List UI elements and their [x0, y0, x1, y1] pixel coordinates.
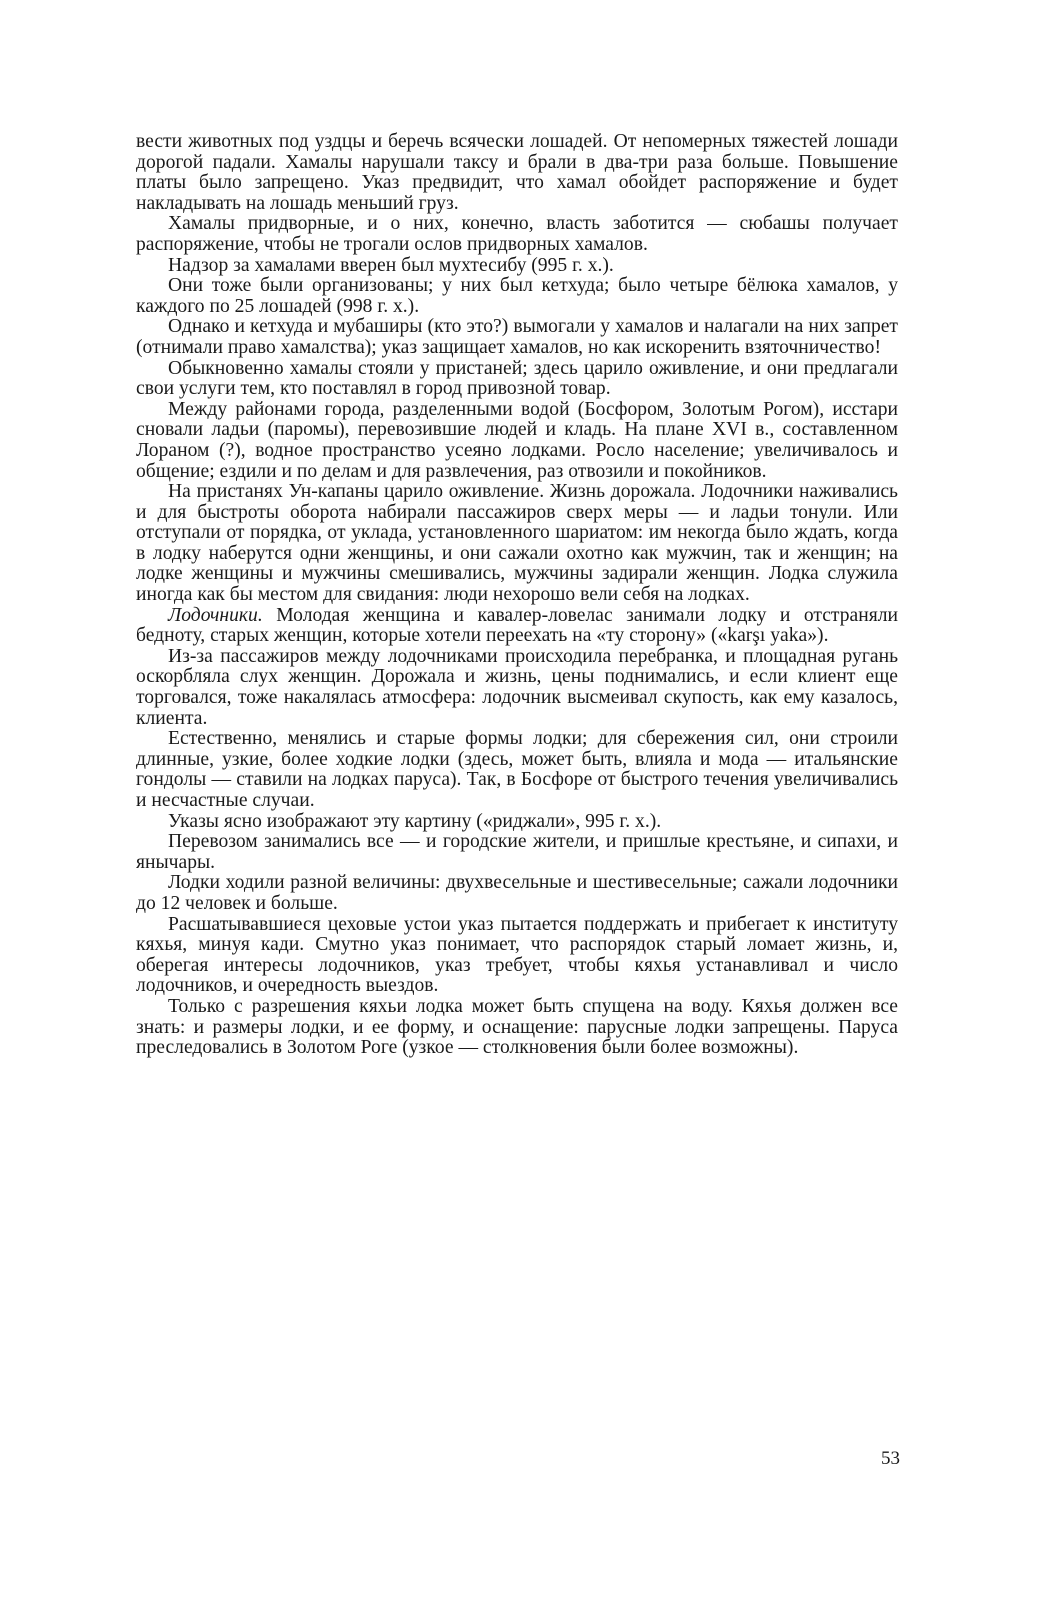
paragraph-7: Между районами города, разделенными водой (Босфором, Золотым Рогом), исстари сновали ладьи (паромы), перевозившие людей и кладь. На плане XVI в., составленном Лораном (?), водное пространство усеяно лодками. Росло население; увеличивалось и общение; ездили и по делам и для развлечения, раз отвозили и покойников. — [136, 398, 898, 482]
paragraph-8: На пристанях Ун-капаны царило оживление. Жизнь дорожала. Лодочники наживались и для быстроты оборота набирали пассажиров сверх меры — и ладьи тонули. Или отступали от порядка, от уклада, установленного шариатом: им некогда было ждать, когда в лодку наберутся одни женщины, и они сажали охотно как мужчин, так и женщин; на лодке женщины и мужчины смешивались, мужчины задирали женщин. Лодка служила иногда как бы местом для свидания: люди нехорошо вели себя на лодках. — [136, 481, 898, 606]
paragraph-15: Расшатывавшиеся цеховые устои указ пытается поддержать и прибегает к институту кяхья, минуя кади. Смутно указ понимает, что распорядок старый ломает жизнь, и, оберегая интересы лодочников, указ требует, чтобы кяхья устанавливал и число лодочников, и очередность выездов. — [136, 913, 898, 997]
paragraph-13: Перевозом занимались все — и городские жители, и пришлые крестьяне, и сипахи, и янычары. — [136, 831, 898, 873]
paragraph-9 — [136, 606, 898, 647]
paragraph-9-text: Молодая женщина и кавалер-ловелас занимали лодку и отстраняли бедноту, старых женщин, которые хотели переехать на «ту сторону» («karşı yaka»). — [136, 604, 898, 647]
paragraph-12: Указы ясно изображают эту картину («риджали», 995 г. х.). — [168, 810, 662, 832]
paragraph-5: Однако и кетхуда и мубаширы (кто это?) вымогали у хамалов и налагали на них запрет (отнимали право хамалства); указ защищает хамалов, но как искоренить взяточничество! — [136, 316, 898, 358]
page-body — [136, 132, 898, 1059]
paragraph-2: Хамалы придворные, и о них, конечно, власть заботится — сюбашы получает распоряжение, чтобы не трогали ослов придворных хамалов. — [136, 213, 898, 255]
paragraph-14: Лодки ходили разной величины: двухвесельные и шестивесельные; сажали лодочники до 12 человек и больше. — [136, 872, 898, 914]
paragraph-1: вести животных под уздцы и беречь всячески лошадей. От непомерных тяжестей лошади дорогой падали. Хамалы нарушали таксу и брали в два-три раза больше. Повышение платы было запрещено. Указ предвидит, что хамал обойдет распоряжение и будет накладывать на лошадь меньший груз. — [136, 131, 898, 214]
paragraph-10: Из-за пассажиров между лодочниками происходила перебранка, и площадная ругань оскорбляла слух женщин. Дорожала и жизнь, цены поднимались, и если клиент еще торговался, тоже накалялась атмосфера: лодочник высмеивал скупость, как ему казалось, клиента. — [136, 645, 898, 729]
page-number: 53 — [881, 1448, 900, 1469]
paragraph-4: Они тоже были организованы; у них был кетхуда; было четыре бёлюка хамалов, у каждого по 25 лошадей (998 г. х.). — [136, 275, 898, 317]
paragraph-16: Только с разрешения кяхьи лодка может быть спущена на воду. Кяхья должен все знать: и размеры лодки, и ее форму, и оснащение: парусные лодки запрещены. Паруса преследовались в Золотом Роге (узкое — столкновения были более возможны). — [136, 995, 898, 1059]
paragraph-6: Обыкновенно хамалы стояли у пристаней; здесь царило оживление, и они предлагали свои услуги тем, кто поставлял в город привозной товар. — [136, 357, 898, 400]
section-lead-boatmen: Лодочники. — [168, 604, 263, 626]
paragraph-11: Естественно, менялись и старые формы лодки; для сбережения сил, они строили длинные, узкие, более ходкие лодки (здесь, может быть, влияла и мода — итальянские гондолы — ставили на лодках паруса). Так, в Босфоре от быстрого течения увеличивались и несчастные случаи. — [136, 728, 898, 811]
paragraph-3: Надзор за хамалами вверен был мухтесибу (995 г. х.). — [168, 254, 614, 276]
